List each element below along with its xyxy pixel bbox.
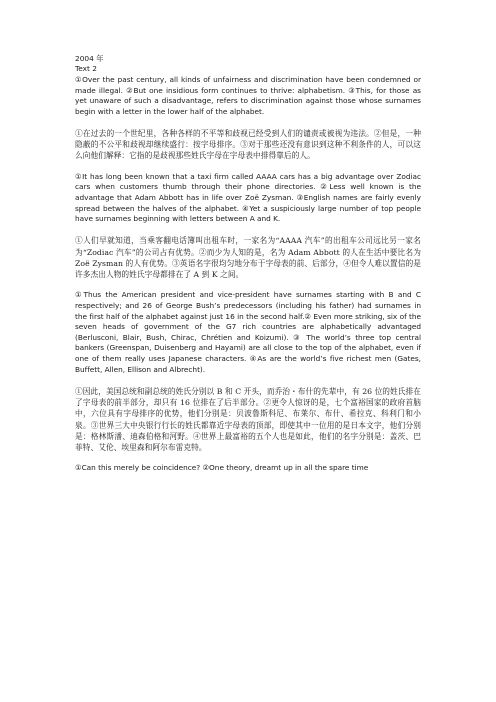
paragraph-zh-1: ①在过去的一个世纪里，各种各样的不平等和歧视已经受到人们的谴责或被视为违法。②但是，一种隐蔽的不公平和歧视却继续盛行：按字母排序。③对于那些还没有意识到这种不利条件的人，可以这么向他们解释：它指的是歧视那些姓氏字母在字母表中排得靠后的人。: [75, 128, 421, 161]
text-label: Text 2: [75, 64, 97, 73]
paragraph-zh-3: ①因此，美国总统和副总统的姓氏分别以 B 和 C 开头，而乔治・布什的先辈中，有 26 位的姓氏排在了字母表的前半部分，却只有 16 位排在了后半部分。②更令人惊讶的是，七个富裕国家的政府首脑中，六位具有字母排序的优势，他们分别是：贝波鲁斯科尼、布莱尔、布什、希拉克、科利门和小泉。③世界三大中央银行行长的姓氏都靠近字母表的顶部，即使其中一位用的是日本文字，他们分别是：格林斯潘、迪森伯格和河野。④世界上最富裕的五个人也是如此，他们的名字分别是：盖茨、巴菲特、艾伦、埃里森和阿尔布雷克特。: [75, 386, 421, 453]
paragraph-en-2: ①It has long been known that a taxi firm called AAAA cars has a big advantage over Zodiac cars when customers thumb through their phone directories. ②Less well known is the advantage that Adam Abbott has in life over Zoë Zysman. ③English names are fairly evenly spread between the halves of the alphabet. ④Yet a suspiciously large number of top people have surnames beginning with letters between A and K.: [75, 171, 421, 224]
paragraph-en-1: ①Over the past century, all kinds of unfairness and discrimination have been condemned or made illegal. ②But one insidious form continues to thrive: alphabetism. ③This, for those as yet unaware of such a disadvantage, refers to discrimination against those whose surnames begin with a letter in the lower half of the alphabet.: [75, 75, 421, 116]
document-page: [75, 54, 421, 474]
exam-year: 2004 年: [75, 54, 104, 63]
paragraph-en-3: ①Thus the American president and vice-president have surnames starting with B and C respectively; and 26 of George Bush’s predecessors (including his father) had surnames in the first half of the alphabet against just 16 in the second half.② Even more striking, six of the seven heads of government of the G7 rich countries are alphabetically advantaged (Berlusconi, Blair, Bush, Chirac, Chrétien and Koizumi). ③ The world’s three top central bankers (Greenspan, Duisenberg and Hayami) are all close to the top of the alphabet, even if one of them really uses Japanese characters. ④As are the world’s five richest men (Gates, Buffett, Allen, Ellison and Albrecht).: [75, 290, 421, 374]
paragraph-en-4: ①Can this merely be coincidence? ②One theory, dreamt up in all the spare time: [75, 463, 369, 473]
paragraph-zh-2: ①人们早就知道，当乘客翻电话簿叫出租车时，一家名为“AAAA 汽车”的出租车公司远比另一家名为“Zodiac 汽车”的公司占有优势。②而少为人知的是，名为 Adam Abbott 的人在生活中要比名为 Zoë Zysman 的人有优势。③英语名字很均匀地分布于字母表的前、后部分，④但令人难以置信的是许多杰出人物的姓氏字母都排在了 A 到 K 之间。: [75, 236, 421, 280]
